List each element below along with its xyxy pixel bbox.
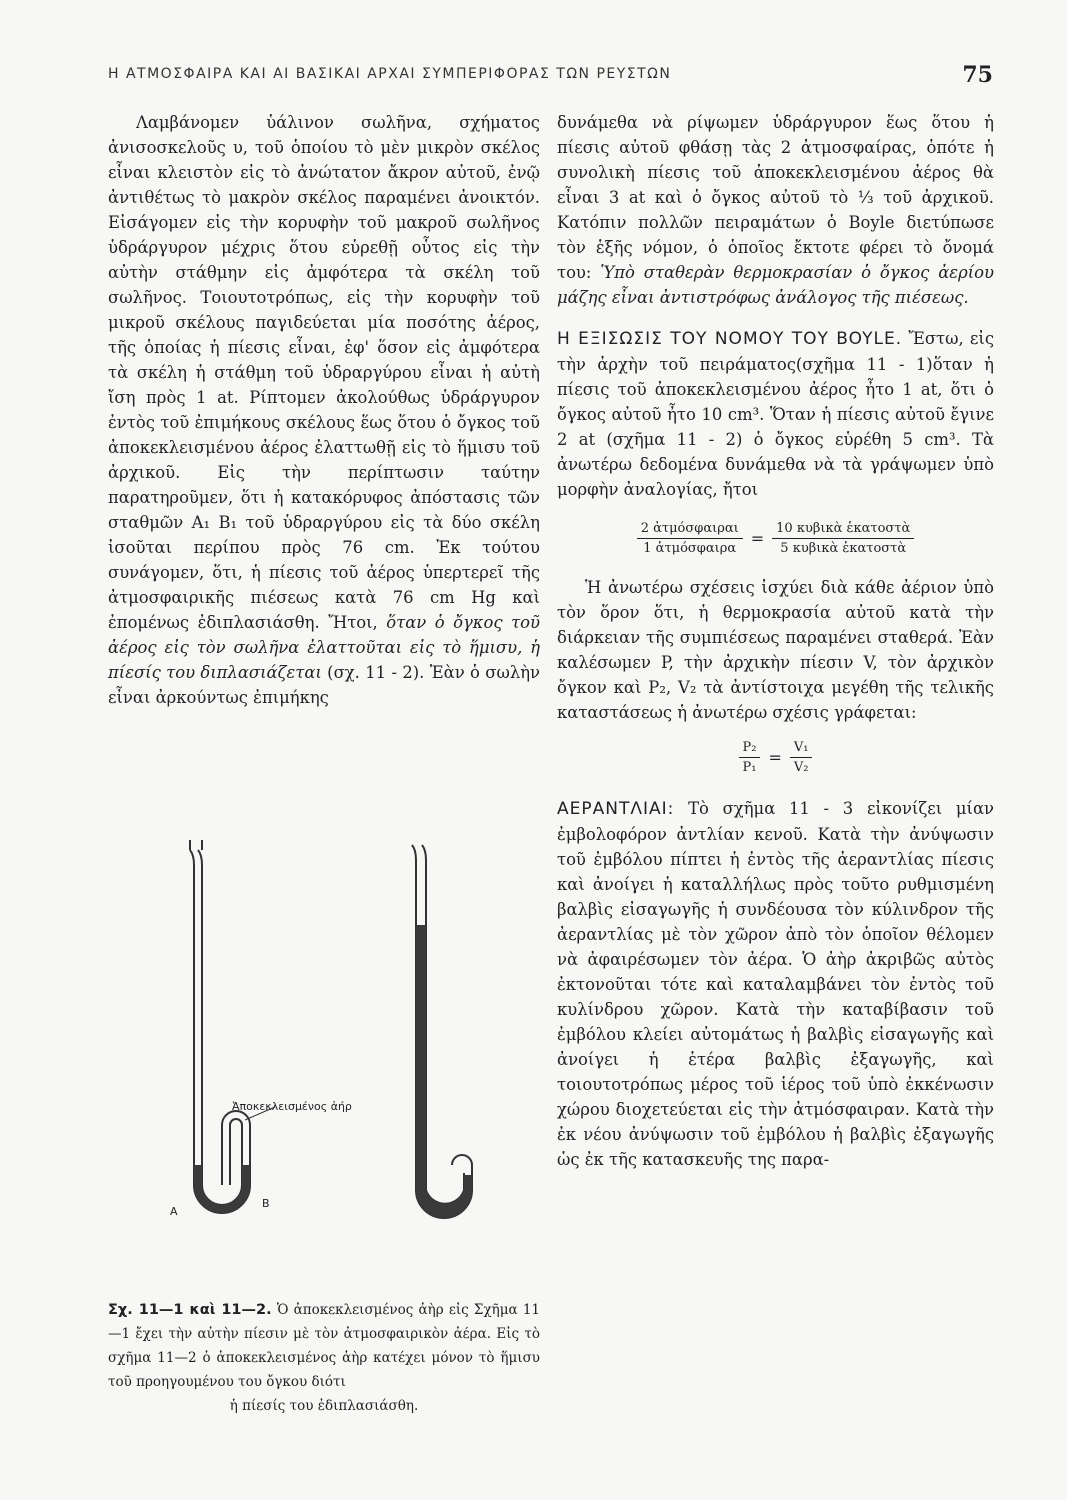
right-paragraph-2-text: Ἔστω, εἰς τὴν ἀρχὴν τοῦ πειράματος(σχῆμα 11 - 1)ὅταν ἡ πίεσις τοῦ ἀποκεκλεισμένου ἀέρος ἦτο 1 at, ὅτι ὁ ὄγκος αὐτοῦ ἦτο 10 cm³. Ὅταν ἡ πίεσις αὐτοῦ ἔγινε 2 at (σχῆμα 11 - 2) ὁ ὄγκος εὑρέθη 5 cm³. Τὰ ἀνωτέρω δεδομένα δυνάμεθα νὰ τὰ γράψωμεν ὑπὸ μορφὴν ἀναλογίας, ἤτοι <box>557 329 995 499</box>
right-paragraph-4 <box>557 796 994 1172</box>
caption-last-line: ἡ πίεσίς του ἐδιπλασιάσθη. <box>229 1398 419 1414</box>
figure-caption <box>108 1298 540 1418</box>
formula-proportion <box>557 520 994 557</box>
equals-sign: = <box>768 748 782 767</box>
fraction-pressure <box>637 520 743 557</box>
fraction-numerator: 10 κυβικὰ ἑκατοστὰ <box>772 520 914 539</box>
figure-label-air: Ἀποκεκλεισμένος ἀήρ <box>232 1100 352 1113</box>
right-paragraph-1 <box>557 110 994 310</box>
fraction-numerator: V₁ <box>790 739 813 758</box>
left-paragraph-tail: (σχ. 11 - 2). Ἐὰν ὁ σωλὴν εἶναι ἀρκούντως ἐπιμήκης <box>108 663 540 707</box>
boyle-law-statement: Ὑπὸ σταθερὰν θερμοκρασίαν ὁ ὄγκος ἀερίου μάζης εἶναι ἀντιστρόφως ἀνάλογος τῆς πιέσεως. <box>557 263 994 307</box>
figure-label-a: A <box>170 1205 178 1218</box>
caption-text: Ὁ ἀποκεκλεισμένος ἀὴρ εἰς Σχῆμα 11—1 ἔχει τὴν αὐτὴν πίεσιν μὲ τὸν ἀτμοσφαιρικὸν ἀέρα. Εἰς τὸ σχῆμα 11—2 ὁ ἀποκεκλεισμένος ἀὴρ κατέχει μόνον τὸ ἥμισυ τοῦ προηγουμένου του ὄγκου διότι <box>108 1302 540 1390</box>
fraction-volume <box>772 520 914 557</box>
u-tube-figure <box>150 835 500 1285</box>
left-paragraph-italic: ὅταν ὁ ὄγκος τοῦ ἀέρος εἰς τὸν σωλῆνα ἐλαττοῦται εἰς τὸ ἥμισυ, ἡ πίεσίς του διπλασιάζεται <box>108 613 540 682</box>
fraction-denominator: 5 κυβικὰ ἑκατοστὰ <box>780 541 907 556</box>
fraction-denominator: V₂ <box>793 760 809 775</box>
left-paragraph <box>108 110 540 710</box>
right-paragraph-2 <box>557 326 994 502</box>
right-paragraph-3: Ἡ ἀνωτέρω σχέσεις ἰσχύει διὰ κάθε ἀέριον ὑπὸ τὸν ὅρον ὅτι, ἡ θερμοκρασία αὐτοῦ κατὰ τὴν διάρκειαν τῆς συμπιέσεως παραμένει σταθερά. Ἐὰν καλέσωμεν P, τὴν ἀρχικὴν πίεσιν V, τὸν ἀρχικὸν ὄγκον καὶ P₂, V₂ τὰ ἀντίστοιχα μεγέθη τῆς τελικῆς καταστάσεως ἡ ἀνωτέρω σχέσις γράφεται: <box>557 578 994 722</box>
fraction-numerator: 2 ἀτμόσφαιραι <box>637 520 743 539</box>
right-paragraph-4-text: Τὸ σχῆμα 11 - 3 εἰκονίζει μίαν ἐμβολοφόρον ἀντλίαν κενοῦ. Κατὰ τὴν ἀνύψωσιν τοῦ ἐμβόλου πίπτει ἡ ἐντὸς τῆς ἀεραντλίας πίεσις καὶ ἀνοίγει ἡ καταλλήλως πρὸς τοῦτο ρυθμισμένη βαλβὶς εἰσαγωγῆς ἡ συνδέουσα τὸν κύλινδρον τῆς ἀεραντλίας μὲ τὸν χῶρον ἀπὸ τὸν ὁποῖον θέλομεν νὰ ἀφαιρέσωμεν τὸν ἀέρα. Ὁ ἀὴρ ἀκριβῶς αὐτὸς ἐκτονοῦται τότε καὶ καταλαμβάνει τὸν ἐντὸς τοῦ κυλίνδρου χῶρον. Κατὰ τὴν καταβίβασιν τοῦ ἐμβόλου κλείει αὐτομάτως ἡ βαλβὶς εἰσαγωγῆς καὶ ἀνοίγει ἡ ἑτέρα βαλβὶς ἐξαγωγῆς, καὶ τοιουτοτρόπως μέρος τοῦ ἱέρος τοῦ ὑπὸ ἐκκένωσιν χώρου διοχετεύεται εἰς τὴν ἀτμόσφαιραν. Κατὰ τὴν ἐκ νέου ἀνύψωσιν τοῦ ἐμβόλου ἡ βαλβὶς ἐξαγωγῆς ὡς ἐκ τῆς κατασκευῆς της παρα- <box>557 799 994 1169</box>
caption-label: Σχ. 11—1 καὶ 11—2. <box>108 1302 272 1318</box>
fraction-denominator: P₁ <box>742 760 757 775</box>
u-tube-diagram <box>150 835 500 1285</box>
fraction-denominator: 1 ἀτμόσφαιρα <box>643 541 737 556</box>
section-heading-boyle: Η ΕΞΙΣΩΣΙΣ ΤΟΥ ΝΟΜΟΥ ΤΟΥ BOYLE. <box>557 329 903 349</box>
left-paragraph-text: Λαμβάνομεν ὑάλινον σωλῆνα, σχήματος ἀνισοσκελοῦς υ, τοῦ ὁποίου τὸ μὲν μικρὸν σκέλος εἶναι κλειστὸν εἰς τὸ ἀνώτατον ἄκρον αὐτοῦ, ἐνῷ ἀντιθέτως τὸ μακρὸν σκέλος παραμένει ἀνοικτόν. Εἰσάγομεν εἰς τὴν κορυφὴν τοῦ μακροῦ σωλῆνος ὑδράργυρον μέχρις ὅτου εὑρεθῇ οὗτος εἰς τὴν αὐτὴν στάθμην εἰς ἀμφότερα τὰ σκέλη τοῦ σωλῆνος. Τοιουτοτρόπως, εἰς τὴν κορυφὴν τοῦ μικροῦ σκέλους παγιδεύεται μία ποσότης ἀέρος, τῆς ὁποίας ἡ πίεσις εἶναι, ἐφ' ὅσον εἰς ἀμφότερα τὰ σκέλη ἡ στάθμη τοῦ ὑδραργύρου εἶναι ἡ αὐτὴ ἴση πρὸς 1 at. Ρίπτομεν ἀκολούθως ὑδράργυρον ἐντὸς τοῦ ἐπιμήκους σκέλους ἕως ὅτου ὁ ὄγκος τοῦ ἀποκεκλεισμένου ἀέρος ἐλαττωθῇ εἰς τὸ ἥμισυ τοῦ ἀρχικοῦ. Εἰς τὴν περίπτωσιν ταύτην παρατηροῦμεν, ὅτι ἡ κατακόρυφος ἀπόστασις τῶν σταθμῶν A₁ B₁ τοῦ ὑδραργύρου εἰς τὰ δύο σκέλη ἰσοῦται περίπου πρὸς 76 cm. Ἐκ τούτου συνάγομεν, ὅτι, ἡ πίεσις τοῦ ἀέρος ὑπερτερεῖ τῆς ἀτμοσφαιρικῆς πιέσεως κατὰ 76 cm Hg καὶ ἐπομένως ἐδιπλασιάσθη. Ἤτοι, <box>108 113 540 632</box>
page-header <box>108 62 993 96</box>
fraction-v <box>790 739 813 776</box>
right-paragraph-1-text: δυνάμεθα νὰ ρίψωμεν ὑδράργυρον ἕως ὅτου ἡ πίεσις αὐτοῦ φθάσῃ τὰς 2 ἀτμοσφαίρας, ὁπότε ἡ συνολικὴ πίεσις τοῦ ἀποκεκλεισμένου ἀέρος θὰ εἶναι 3 at καὶ ὁ ὄγκος αὐτοῦ τὸ ⅓ τοῦ ἀρχικοῦ. Κατόπιν πολλῶν πειραμάτων ὁ Boyle διετύπωσε τὸν ἑξῆς νόμον, ὁ ὁποῖος ἔκτοτε φέρει τὸ ὄνομά του: <box>557 113 994 282</box>
equals-sign: = <box>750 529 765 548</box>
u-tube-1 <box>190 840 250 1213</box>
figure-label-b: B <box>262 1197 270 1210</box>
formula-boyle <box>557 739 994 776</box>
running-title: Η ΑΤΜΟΣΦΑΙΡΑ ΚΑΙ ΑΙ ΒΑΣΙΚΑΙ ΑΡΧΑΙ ΣΥΜΠΕΡΙΦΟΡΑΣ ΤΩΝ ΡΕΥΣΤΩΝ <box>108 66 672 82</box>
fraction-numerator: P₂ <box>739 739 761 758</box>
section-heading-pumps: ΑΕΡΑΝΤΛΙΑΙ: <box>557 799 675 819</box>
right-column <box>557 110 994 1172</box>
fraction-p <box>739 739 761 776</box>
left-column <box>108 110 540 710</box>
page-number: 75 <box>962 62 993 88</box>
